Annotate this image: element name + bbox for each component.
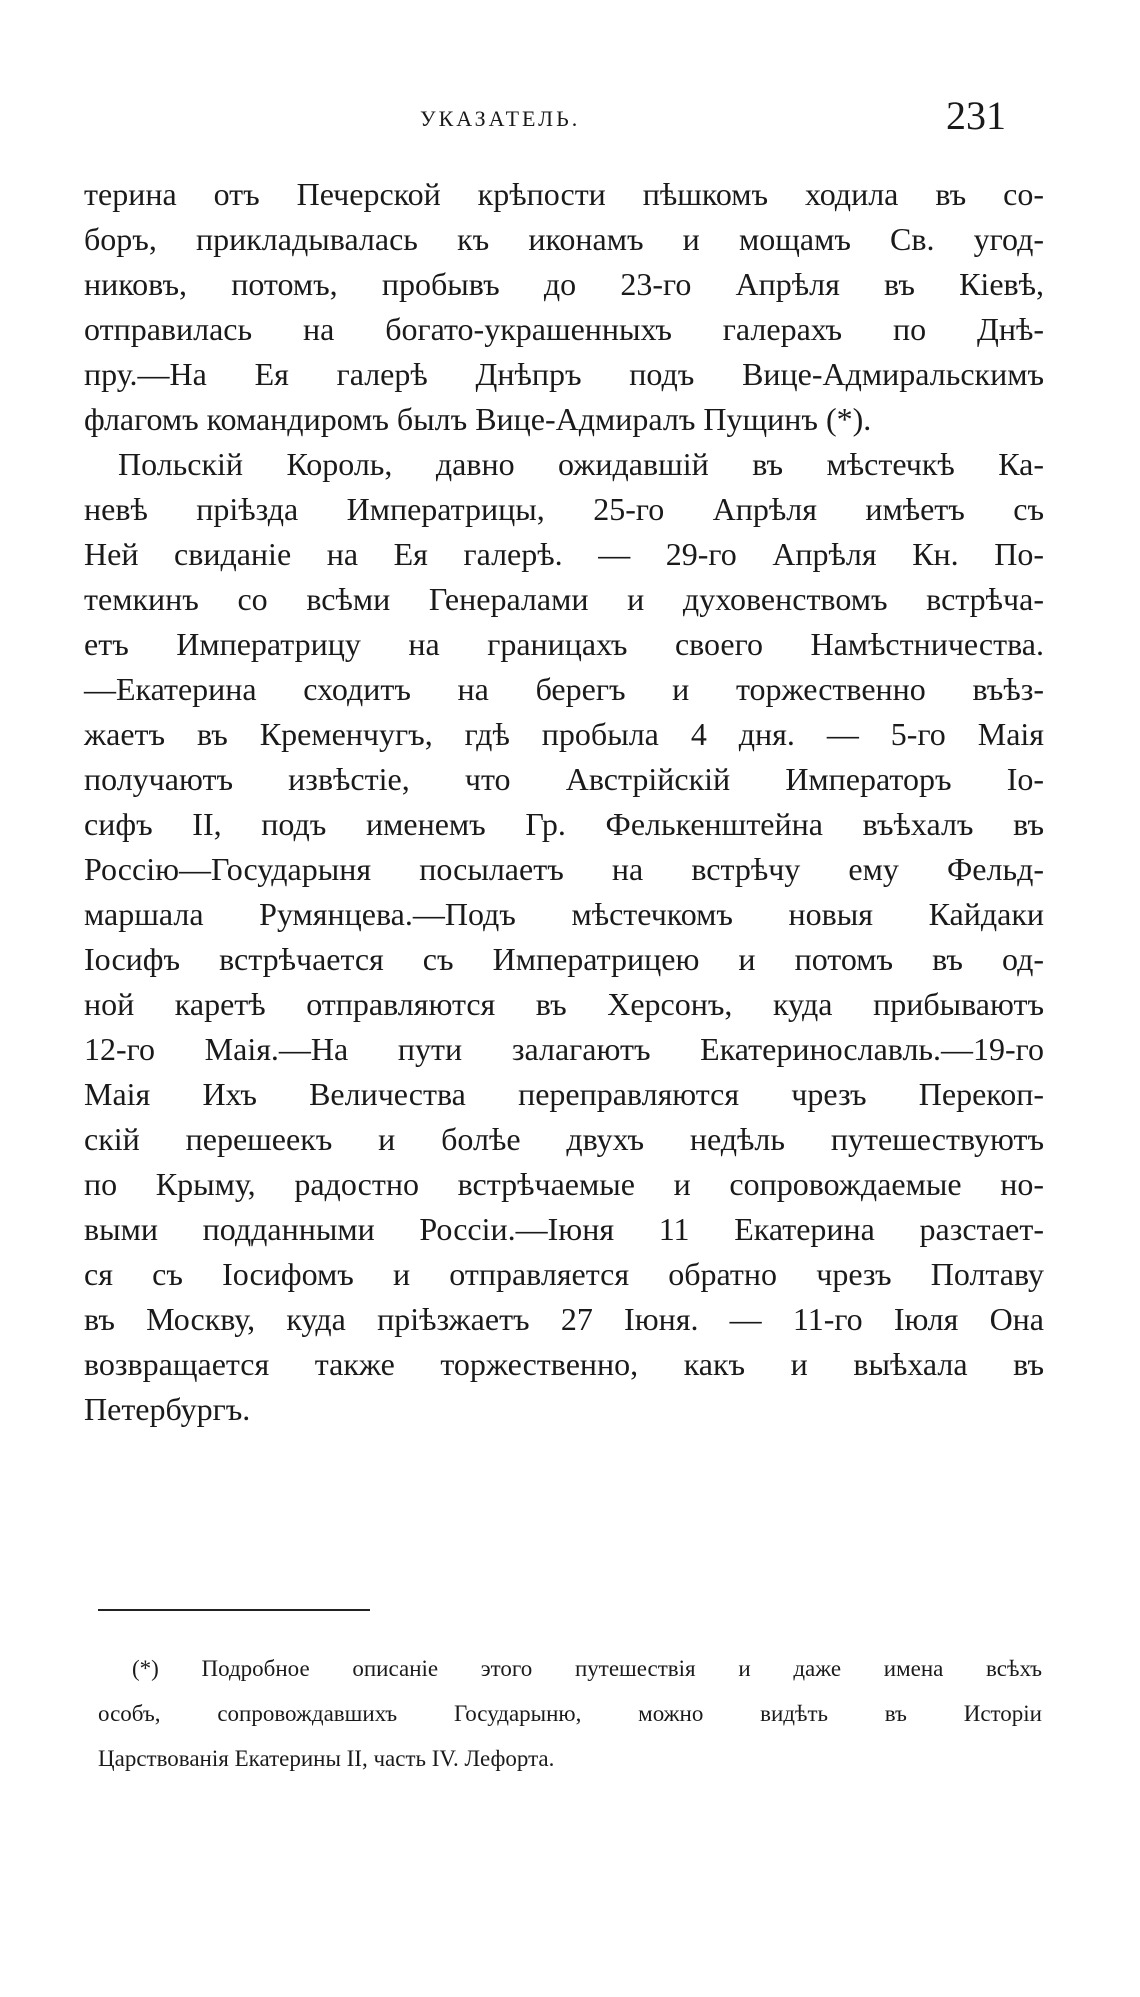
text-line: ся съ Іосифомъ и отправляется обратно чрезъ Полтаву (84, 1256, 1044, 1292)
page-number: 231 (946, 93, 1006, 138)
text-line: Петербургъ. (84, 1391, 251, 1427)
text-line: Ней свиданіе на Ея галерѣ. — 29-го Апрѣля Кн. По- (84, 536, 1044, 572)
footnote-line: Царствованія Екатерины II, часть IV. Лефорта. (98, 1746, 555, 1771)
text-line: маршала Румянцева.—Подъ мѣстечкомъ новыя Кайдаки (84, 896, 1044, 932)
footnote (98, 1646, 1042, 1781)
text-line: жаетъ въ Кременчугъ, гдѣ пробыла 4 дня. — 5-го Маія (84, 716, 1044, 752)
text-line: получаютъ извѣстіе, что Австрійскій Императоръ Іо- (84, 761, 1044, 797)
text-line: терина отъ Печерской крѣпости пѣшкомъ ходила въ со- (84, 176, 1044, 212)
text-line: етъ Императрицу на границахъ своего Намѣстничества. (84, 626, 1044, 662)
text-line: въ Москву, куда пріѣзжаетъ 27 Іюня. — 11-го Іюля Она (84, 1301, 1044, 1337)
footnote-divider (98, 1609, 370, 1611)
text-line: Польскій Король, давно ожидавшій въ мѣстечкѣ Ка- (118, 446, 1044, 482)
text-line: возвращается также торжественно, какъ и выѣхала въ (84, 1346, 1044, 1382)
text-line: скій перешеекъ и болѣе двухъ недѣль путешествуютъ (84, 1121, 1044, 1157)
text-line: выми подданными Россіи.—Іюня 11 Екатерина разстает- (84, 1211, 1044, 1247)
running-title: УКАЗАТЕЛЬ. (420, 106, 581, 131)
text-line: 12-го Маія.—На пути залагаютъ Екатеринославль.—19-го (84, 1031, 1044, 1067)
text-line: Россію—Государыня посылаетъ на встрѣчу ему Фельд- (84, 851, 1044, 887)
text-line: Маія Ихъ Величества переправляются чрезъ Перекоп- (84, 1076, 1044, 1112)
text-line: никовъ, потомъ, пробывъ до 23-го Апрѣля въ Кіевѣ, (84, 266, 1044, 302)
text-line: Іосифъ встрѣчается съ Императрицею и потомъ въ од- (84, 941, 1044, 977)
text-line: ной каретѣ отправляются въ Херсонъ, куда прибываютъ (84, 986, 1044, 1022)
text-line: флагомъ командиромъ былъ Вице-Адмиралъ Пущинъ (*). (84, 401, 872, 437)
main-text (84, 172, 1044, 1432)
text-line: сифъ II, подъ именемъ Гр. Фелькенштейна въѣхалъ въ (84, 806, 1044, 842)
text-line: боръ, прикладывалась къ иконамъ и мощамъ Св. угод- (84, 221, 1044, 257)
text-line: —Екатерина сходитъ на берегъ и торжественно въѣз- (84, 671, 1044, 707)
footnote-line: особъ, сопровождавшихъ Государыню, можно видѣть въ Исторіи (98, 1701, 1042, 1726)
text-line: невѣ пріѣзда Императрицы, 25-го Апрѣля имѣетъ съ (84, 491, 1044, 527)
footnote-line: (*) Подробное описаніе этого путешествія и даже имена всѣхъ (132, 1656, 1042, 1681)
text-line: по Крыму, радостно встрѣчаемые и сопровождаемые но- (84, 1166, 1044, 1202)
text-line: отправилась на богато-украшенныхъ галерахъ по Днѣ- (84, 311, 1044, 347)
text-line: темкинъ со всѣми Генералами и духовенствомъ встрѣча- (84, 581, 1044, 617)
text-line: пру.—На Ея галерѣ Днѣпръ подъ Вице-Адмиральскимъ (84, 356, 1044, 392)
